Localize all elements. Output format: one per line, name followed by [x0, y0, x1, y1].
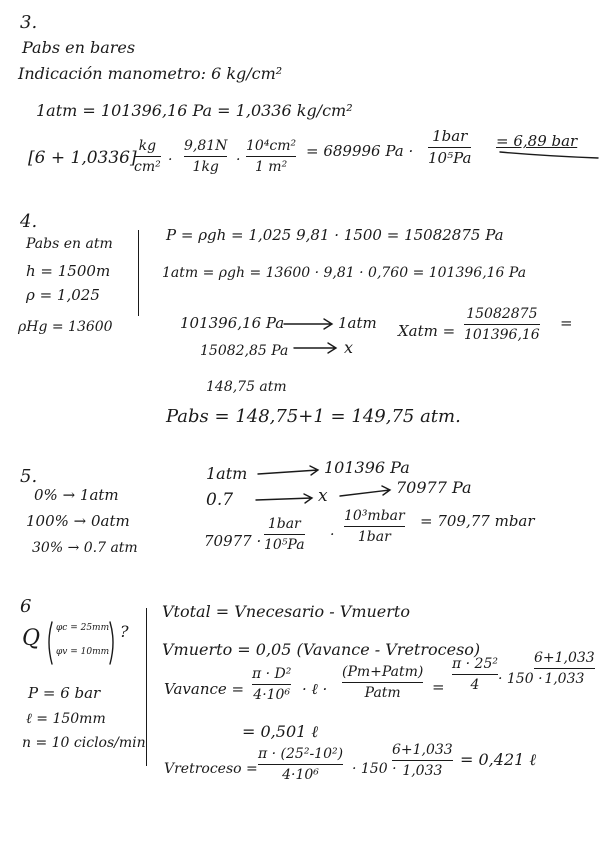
problem-5-final-result: = 709,77 mbar — [420, 512, 535, 530]
problem-3-fraction-cm2-m2: 10⁴cm² 1 m² — [246, 138, 297, 176]
arrow-icon — [340, 486, 390, 496]
problem-5-mapping-30: 30% → 0.7 atm — [32, 540, 138, 556]
problem-6-piston-diameter: φc = 25mm — [56, 623, 110, 633]
problem-6-flow-symbol: Q — [22, 626, 41, 651]
close-paren-stroke — [110, 622, 113, 664]
arrow-icon — [256, 494, 312, 503]
problem-6-advance-label: Vavance = — [164, 680, 245, 698]
problem-6-fraction-pressure-return: 6+1,033 1,033 — [392, 742, 453, 780]
problem-6-question-mark: ? — [120, 622, 129, 641]
problem-3-final-result: = 6,89 bar — [496, 132, 578, 150]
problem-4-rule-row-1-right: 1atm — [338, 314, 377, 332]
problem-6-advance-result: = 0,501 ℓ — [242, 722, 319, 741]
problem-6-fraction-annulus: π · (25²-10²) 4·10⁶ — [258, 746, 344, 784]
problem-4-rule-row-1-left: 101396,16 Pa — [180, 314, 285, 332]
problem-5-mapping-0: 0% → 1atm — [34, 486, 119, 504]
problem-6-data-stroke: ℓ = 150mm — [26, 711, 106, 727]
problem-4-pressure-equation: P = ρgh = 1,025 9,81 · 1500 = 15082875 Pa — [166, 226, 504, 244]
problem-5-mapping-100: 100% → 0atm — [26, 512, 130, 530]
problem-5-rule-row-1-left: 1atm — [206, 464, 248, 483]
problem-5-number: 5. — [20, 466, 38, 487]
problem-3-number: 3. — [20, 12, 38, 33]
problem-3-result-pa: = 689996 Pa · — [306, 142, 414, 160]
underline-stroke — [500, 152, 598, 158]
problem-6-rod-diameter: φv = 10mm — [56, 647, 110, 657]
arrow-icon — [294, 343, 336, 353]
problem-6-dead-volume: Vmuerto = 0,05 (Vavance - Vretroceso) — [162, 640, 481, 659]
problem-4-atm-equation: 1atm = ρgh = 13600 · 9,81 · 0,760 = 101396,16 Pa — [162, 265, 527, 281]
problem-4-data-goal: Pabs en atm — [26, 236, 113, 252]
problem-6-stroke-factor: · ℓ · — [302, 680, 328, 698]
problem-6-return-label: Vretroceso = — [164, 761, 258, 777]
problem-3-bracket-sum: [6 + 1,0336] — [28, 148, 137, 168]
problem-3-fraction-bar-pa: 1bar 10⁵Pa — [428, 127, 472, 168]
problem-3-statement: Pabs en bares — [22, 38, 136, 57]
problem-6-data-cycles: n = 10 ciclos/min — [22, 735, 146, 751]
problem-4-data-mercury-density: ρHg = 13600 — [18, 319, 113, 335]
problem-3-gauge-reading: Indicación manometro: 6 kg/cm² — [18, 64, 283, 83]
problem-3-fraction-newton-kg: 9,81N 1kg — [184, 138, 228, 176]
problem-5-rule-row-1-right: 101396 Pa — [324, 458, 410, 477]
problem-4-data-depth: h = 1500m — [26, 262, 111, 280]
problem-6-number: 6 — [20, 596, 32, 617]
problem-6-fraction-pressure: (Pm+Patm) Patm — [342, 664, 424, 702]
dot-operator: · — [168, 152, 173, 168]
problem-4-rule-row-2-right: x — [344, 338, 354, 357]
problem-4-number: 4. — [20, 211, 38, 232]
open-paren-stroke — [49, 622, 52, 664]
dot-operator: · — [330, 527, 335, 543]
problem-6-return-stroke: · 150 · — [352, 761, 397, 777]
problem-4-x-label: Xatm = — [398, 322, 456, 340]
problem-3-fraction-kg-cm2: kg cm² — [134, 138, 161, 176]
problem-5-rule-row-2-left: 0.7 — [206, 490, 234, 510]
problem-4-rule-result: 148,75 atm — [206, 379, 287, 395]
dot-operator: · — [236, 152, 241, 168]
problem-3-atm-equivalence: 1atm = 101396,16 Pa = 1,0336 kg/cm² — [36, 101, 353, 120]
problem-4-x-fraction: 15082875 101396,16 — [464, 306, 540, 344]
problem-4-data-density: ρ = 1,025 — [26, 286, 100, 304]
problem-5-conversion-value: 70977 · — [204, 532, 262, 550]
problem-4-rule-row-2-left: 15082,85 Pa — [200, 343, 289, 359]
problem-6-fraction-pressure-numeric: 6+1,033 1,033 — [534, 650, 595, 688]
arrow-icon — [284, 319, 332, 329]
problem-5-rule-row-2-unknown: x — [318, 486, 328, 506]
problem-6-fraction-area: π · D² 4·10⁶ — [252, 666, 292, 704]
problem-5-rule-row-2-result: 70977 Pa — [396, 478, 472, 497]
problem-6-advance-stroke: · 150 · — [498, 671, 543, 687]
problem-5-fraction-mbar-bar: 10³mbar 1bar — [344, 508, 405, 546]
problem-6-total-volume: Vtotal = Vnecesario - Vmuerto — [162, 602, 410, 621]
problem-4-x-equals: = — [560, 314, 573, 332]
problem-5-fraction-bar-pa: 1bar 10⁵Pa — [264, 516, 305, 554]
problem-6-data-pressure: P = 6 bar — [28, 684, 101, 702]
problem-6-advance-equals: = — [432, 678, 445, 696]
problem-4-final-equation: Pabs = 148,75+1 = 149,75 atm. — [166, 406, 461, 427]
arrow-icon — [258, 466, 318, 475]
problem-6-fraction-area-numeric: π · 25² 4 — [452, 656, 498, 694]
problem-6-return-result: = 0,421 ℓ — [460, 750, 537, 769]
